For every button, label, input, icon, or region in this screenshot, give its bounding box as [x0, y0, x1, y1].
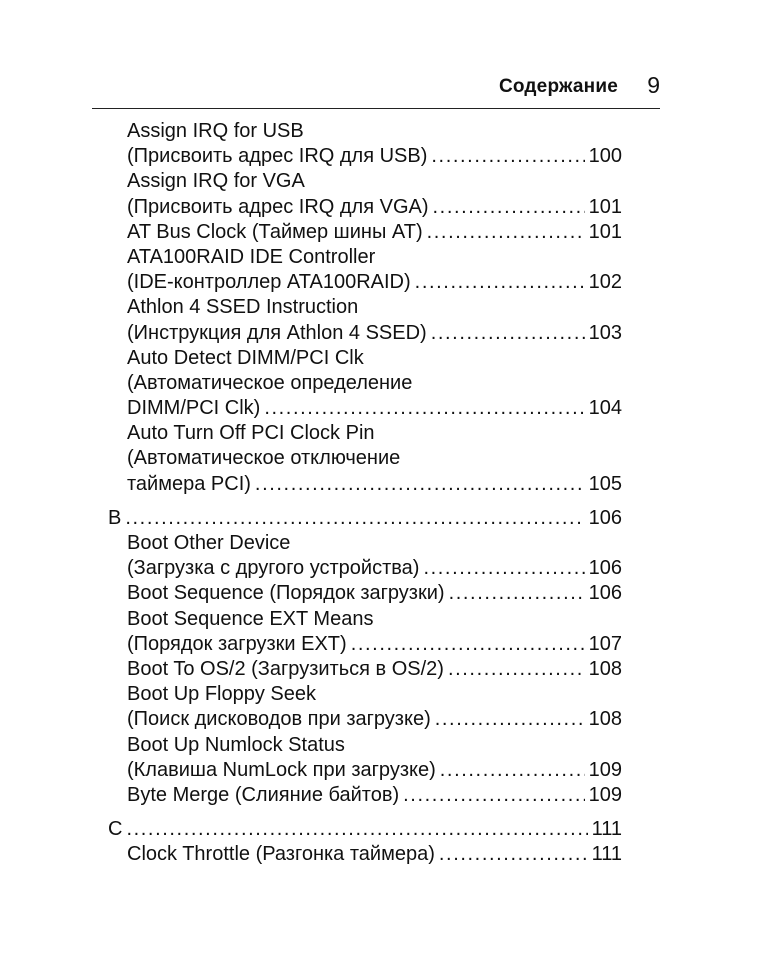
toc-leader-dots [427, 220, 585, 245]
toc-entry-text: (IDE-контроллер ATA100RAID) [127, 271, 411, 294]
toc-page-number: 101 [588, 220, 622, 243]
toc-leader-dots [255, 472, 585, 497]
toc-entry-line [108, 733, 622, 758]
toc-page-number: 101 [588, 195, 622, 218]
toc-page-number: 109 [588, 783, 622, 806]
toc-entry-text: Assign IRQ for VGA [127, 170, 305, 193]
toc-entry-text: Boot To OS/2 (Загрузиться в OS/2) [127, 657, 444, 680]
toc-entry-text: (Автоматическое отключение [127, 447, 401, 470]
running-header-title: Содержание [498, 76, 618, 97]
toc-entry-text: Clock Throttle (Разгонка таймера) [127, 843, 435, 866]
toc-leader-dots [439, 842, 588, 867]
toc-page-number: 106 [588, 582, 622, 605]
toc-entry-line [108, 531, 622, 556]
toc-entry-text: (Порядок загрузки EXT) [127, 632, 347, 655]
toc-leader-dots [264, 396, 584, 421]
toc-entry-line [108, 556, 622, 581]
toc-page-number: 102 [588, 271, 622, 294]
toc-page-number: 108 [588, 708, 622, 731]
toc-entry-line [108, 195, 622, 220]
toc-entry-text: (Загрузка с другого устройства) [127, 557, 420, 580]
toc-entry-text: Byte Merge (Слияние байтов) [127, 783, 400, 806]
toc-leader-dots [435, 707, 585, 732]
table-of-contents [108, 119, 622, 867]
toc-entry-line [108, 842, 622, 867]
toc-page-number: 103 [588, 321, 622, 344]
toc-entry-text: Assign IRQ for USB [127, 120, 304, 142]
toc-entry-text: Boot Up Floppy Seek [127, 683, 316, 706]
toc-leader-dots [440, 758, 585, 783]
toc-letter: C [108, 818, 123, 841]
toc-leader-dots [423, 556, 584, 581]
toc-entry-line [108, 220, 622, 245]
toc-entry-line [108, 657, 622, 682]
toc-page-number: 105 [588, 472, 622, 495]
toc-letter-heading [108, 817, 622, 842]
toc-entry-line [108, 396, 622, 421]
toc-entry-text: AT Bus Clock (Таймер шины AT) [127, 220, 423, 243]
toc-entry-text: Boot Other Device [127, 532, 291, 554]
toc-entry-line [108, 144, 622, 169]
page-number: 9 [647, 72, 660, 98]
toc-entry-line [108, 245, 622, 270]
running-header [92, 72, 660, 109]
toc-entry-text: (Автоматическое определение [127, 371, 413, 394]
toc-page-number: 104 [588, 397, 622, 420]
toc-entry-line [108, 321, 622, 346]
toc-entry-text: ATA100RAID IDE Controller [127, 245, 376, 268]
toc-entry-line [108, 119, 622, 144]
toc-entry-text: таймера PCI) [127, 472, 251, 495]
toc-page-number: 106 [588, 557, 622, 580]
toc-leader-dots [448, 657, 585, 682]
toc-entry-text: Boot Sequence (Порядок загрузки) [127, 582, 445, 605]
toc-entry-text: Boot Sequence EXT Means [127, 607, 374, 630]
toc-entry-text: (Клавиша NumLock при загрузке) [127, 758, 436, 781]
toc-entry-line [108, 371, 622, 396]
toc-leader-dots [449, 581, 585, 606]
toc-entry-line [108, 346, 622, 371]
toc-entry-text: DIMM/PCI Clk) [127, 397, 261, 420]
toc-leader-dots [126, 817, 587, 842]
toc-page-number: 108 [588, 657, 622, 680]
toc-entry-text: Auto Turn Off PCI Clock Pin [127, 422, 375, 445]
toc-entry-text: Auto Detect DIMM/PCI Clk [127, 346, 364, 369]
toc-entry-line [108, 632, 622, 657]
toc-leader-dots [351, 632, 585, 657]
toc-leader-dots [125, 506, 584, 531]
toc-entry-line [108, 607, 622, 632]
toc-entry-line [108, 682, 622, 707]
toc-entry-line [108, 270, 622, 295]
toc-entry-text: (Присвоить адрес IRQ для VGA) [127, 195, 429, 218]
toc-page-number: 100 [588, 145, 622, 168]
toc-entry-line [108, 446, 622, 471]
toc-entry-line [108, 783, 622, 808]
toc-entry-line [108, 758, 622, 783]
toc-page-number: 109 [588, 758, 622, 781]
toc-entry-text: (Поиск дисководов при загрузке) [127, 708, 431, 731]
toc-letter: B [108, 506, 122, 529]
toc-entry-line [108, 472, 622, 497]
toc-leader-dots [431, 321, 585, 346]
toc-page-number: 111 [591, 818, 622, 841]
toc-entry-text: (Присвоить адрес IRQ для USB) [127, 145, 428, 168]
toc-page-number: 111 [591, 843, 622, 866]
toc-page-number: 106 [588, 506, 622, 529]
toc-entry-line [108, 169, 622, 194]
toc-entry-text: (Инструкция для Athlon 4 SSED) [127, 321, 427, 344]
toc-leader-dots [433, 195, 585, 220]
toc-entry-line [108, 421, 622, 446]
toc-leader-dots [415, 270, 585, 295]
toc-entry-line [108, 295, 622, 320]
toc-page-number: 107 [588, 632, 622, 655]
toc-leader-dots [403, 783, 584, 808]
toc-entry-line [108, 581, 622, 606]
toc-entry-text: Athlon 4 SSED Instruction [127, 296, 359, 319]
toc-leader-dots [431, 144, 584, 169]
toc-letter-heading [108, 506, 622, 531]
toc-entry-text: Boot Up Numlock Status [127, 733, 345, 756]
toc-entry-line [108, 707, 622, 732]
